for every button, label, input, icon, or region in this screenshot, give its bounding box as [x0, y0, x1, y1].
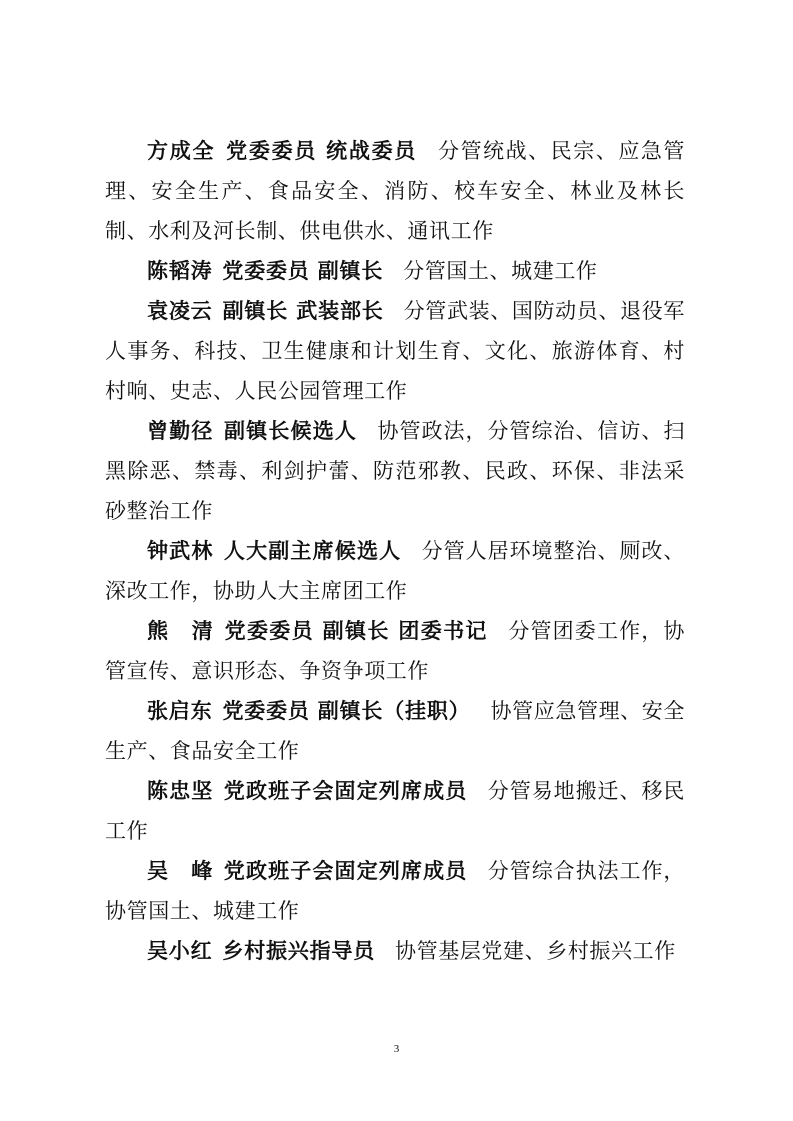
person-name: 吴小红 — [147, 939, 213, 963]
person-title: 党政班子会固定列席成员 — [223, 859, 468, 883]
entry-zeng-qinjing — [105, 411, 685, 531]
person-name: 陈忠坚 — [147, 779, 214, 803]
entry-zhong-wulin — [105, 531, 685, 611]
person-duties: 分管人居环境整治、厕改、深改工作，协助人大主席团工作 — [105, 539, 686, 603]
person-title: 党委委员 统战委员 — [225, 139, 418, 163]
person-title: 党委委员 副镇长 团委书记 — [224, 619, 488, 643]
person-duties: 协管基层党建、乡村振兴工作 — [395, 939, 676, 963]
entry-fang-chengquan — [105, 131, 685, 251]
person-title: 党委委员 副镇长（挂职） — [222, 699, 471, 723]
person-title: 乡村振兴指导员 — [222, 939, 376, 963]
person-name: 袁凌云 — [147, 299, 213, 323]
entry-zhang-qidong — [105, 691, 685, 771]
person-title: 副镇长 武装部长 — [222, 299, 384, 323]
person-title: 副镇长候选人 — [223, 419, 358, 443]
person-duties: 分管团委工作，协管宣传、意识形态、争资争项工作 — [105, 619, 685, 683]
person-name: 张启东 — [147, 699, 213, 723]
entry-yuan-lingyun — [105, 291, 685, 411]
person-name: 方成全 — [147, 139, 216, 163]
duty-assignment-list — [105, 131, 685, 971]
person-title: 党政班子会固定列席成员 — [223, 779, 468, 803]
person-duties: 协管应急管理、安全生产、食品安全工作 — [105, 699, 685, 763]
person-name: 吴 峰 — [147, 859, 214, 883]
entry-chen-taotao — [105, 251, 685, 291]
person-duties: 分管武装、国防动员、退役军人事务、科技、卫生健康和计划生育、文化、旅游体育、村村响、史志、人民公园管理工作 — [105, 299, 685, 403]
entry-wu-xiaohong — [105, 931, 685, 971]
person-duties: 协管政法，分管综治、信访、扫黑除恶、禁毒、利剑护蕾、防范邪教、民政、环保、非法采砂整治工作 — [105, 419, 685, 523]
person-name: 熊 清 — [147, 619, 215, 643]
person-duties: 分管国土、城建工作 — [403, 259, 598, 283]
person-name: 钟武林 — [147, 539, 214, 563]
entry-xiong-qing — [105, 611, 685, 691]
entry-chen-zhongjian — [105, 771, 685, 851]
person-title: 党委委员 副镇长 — [222, 259, 384, 283]
person-name: 陈韬涛 — [147, 259, 213, 283]
person-duties: 分管统战、民宗、应急管理、安全生产、食品安全、消防、校车安全、林业及林长制、水利及河长制、供电供水、通讯工作 — [105, 139, 685, 243]
person-duties: 分管易地搬迁、移民工作 — [105, 779, 685, 843]
person-duties: 分管综合执法工作，协管国土、城建工作 — [105, 859, 685, 923]
entry-wu-feng — [105, 851, 685, 931]
person-name: 曾勤径 — [147, 419, 214, 443]
person-title: 人大副主席候选人 — [223, 539, 402, 563]
page-number: 3 — [393, 1043, 400, 1055]
